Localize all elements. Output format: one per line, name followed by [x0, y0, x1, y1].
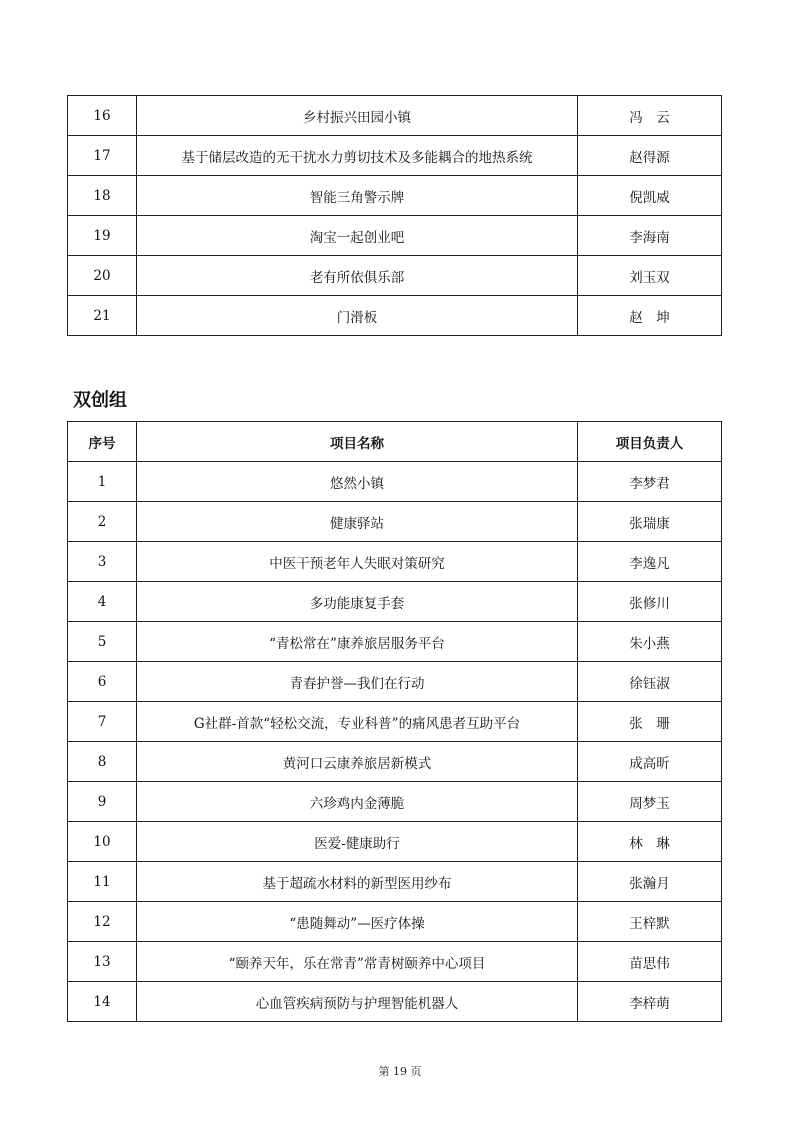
table-row [68, 542, 722, 582]
header-row [68, 422, 722, 462]
row-number: 11 [68, 862, 137, 902]
row-number: 14 [68, 982, 137, 1022]
table-row [68, 782, 722, 822]
project-name: 多功能康复手套 [137, 582, 578, 622]
row-number: 5 [68, 622, 137, 662]
project-name: 心血管疾病预防与护理智能机器人 [137, 982, 578, 1022]
project-name: 健康驿站 [137, 502, 578, 542]
project-name: 青春护誉—我们在行动 [137, 662, 578, 702]
project-name: G社群-首款“轻松交流，专业科普”的痛风患者互助平台 [137, 702, 578, 742]
row-number: 17 [68, 136, 137, 176]
project-leader: 李梓萌 [578, 982, 722, 1022]
project-name: “青松常在”康养旅居服务平台 [137, 622, 578, 662]
row-number: 16 [68, 96, 137, 136]
table-row [68, 96, 722, 136]
project-leader: 赵 坤 [578, 296, 722, 336]
project-name: 医爱-健康助行 [137, 822, 578, 862]
bottom-table-body [68, 462, 722, 1022]
project-leader: 林 琳 [578, 822, 722, 862]
row-number: 21 [68, 296, 137, 336]
project-leader: 李逸凡 [578, 542, 722, 582]
table-row [68, 982, 722, 1022]
project-name: 六珍鸡内金薄脆 [137, 782, 578, 822]
project-name: 智能三角警示牌 [137, 176, 578, 216]
table-row [68, 502, 722, 542]
table-row [68, 216, 722, 256]
project-name: 基于超疏水材料的新型医用纱布 [137, 862, 578, 902]
table-row [68, 176, 722, 216]
project-name: 老有所依俱乐部 [137, 256, 578, 296]
project-name: 淘宝一起创业吧 [137, 216, 578, 256]
page-number: 第 19 页 [378, 1065, 422, 1078]
project-leader: 朱小燕 [578, 622, 722, 662]
row-number: 12 [68, 902, 137, 942]
table-row [68, 822, 722, 862]
project-leader: 张瑞康 [578, 502, 722, 542]
project-leader: 张修川 [578, 582, 722, 622]
row-number: 18 [68, 176, 137, 216]
project-leader: 张 珊 [578, 702, 722, 742]
row-number: 7 [68, 702, 137, 742]
table-row [68, 862, 722, 902]
table-row [68, 136, 722, 176]
row-number: 2 [68, 502, 137, 542]
header-project-leader: 项目负责人 [578, 422, 722, 462]
project-name: “患随舞动”—医疗体操 [137, 902, 578, 942]
project-name: “颐养天年，乐在常青”常青树颐养中心项目 [137, 942, 578, 982]
table-header [68, 422, 722, 462]
row-number: 3 [68, 542, 137, 582]
header-project-name: 项目名称 [137, 422, 578, 462]
project-leader: 周梦玉 [578, 782, 722, 822]
project-leader: 倪凯威 [578, 176, 722, 216]
top-project-table [67, 95, 722, 336]
project-name: 门滑板 [137, 296, 578, 336]
row-number: 10 [68, 822, 137, 862]
project-leader: 冯 云 [578, 96, 722, 136]
row-number: 19 [68, 216, 137, 256]
row-number: 1 [68, 462, 137, 502]
table-row [68, 462, 722, 502]
project-name: 中医干预老年人失眠对策研究 [137, 542, 578, 582]
project-name: 乡村振兴田园小镇 [137, 96, 578, 136]
project-leader: 赵得源 [578, 136, 722, 176]
table-row [68, 582, 722, 622]
table-row [68, 622, 722, 662]
row-number: 13 [68, 942, 137, 982]
project-leader: 成高昕 [578, 742, 722, 782]
table-row [68, 296, 722, 336]
project-leader: 徐钰淑 [578, 662, 722, 702]
project-name: 基于储层改造的无干扰水力剪切技术及多能耦合的地热系统 [137, 136, 578, 176]
top-table-body [68, 96, 722, 336]
table-row [68, 742, 722, 782]
project-name: 悠然小镇 [137, 462, 578, 502]
table-row [68, 902, 722, 942]
row-number: 6 [68, 662, 137, 702]
project-leader: 刘玉双 [578, 256, 722, 296]
table-row [68, 662, 722, 702]
project-leader: 王梓默 [578, 902, 722, 942]
section-title: 双创组 [73, 390, 127, 411]
project-name: 黄河口云康养旅居新模式 [137, 742, 578, 782]
project-leader: 李海南 [578, 216, 722, 256]
table-row [68, 942, 722, 982]
table-row [68, 256, 722, 296]
project-leader: 张瀚月 [578, 862, 722, 902]
table-row [68, 702, 722, 742]
row-number: 8 [68, 742, 137, 782]
project-leader: 苗思伟 [578, 942, 722, 982]
row-number: 9 [68, 782, 137, 822]
row-number: 20 [68, 256, 137, 296]
shuangchuang-project-table [67, 421, 722, 1022]
header-number: 序号 [68, 422, 137, 462]
project-leader: 李梦君 [578, 462, 722, 502]
row-number: 4 [68, 582, 137, 622]
